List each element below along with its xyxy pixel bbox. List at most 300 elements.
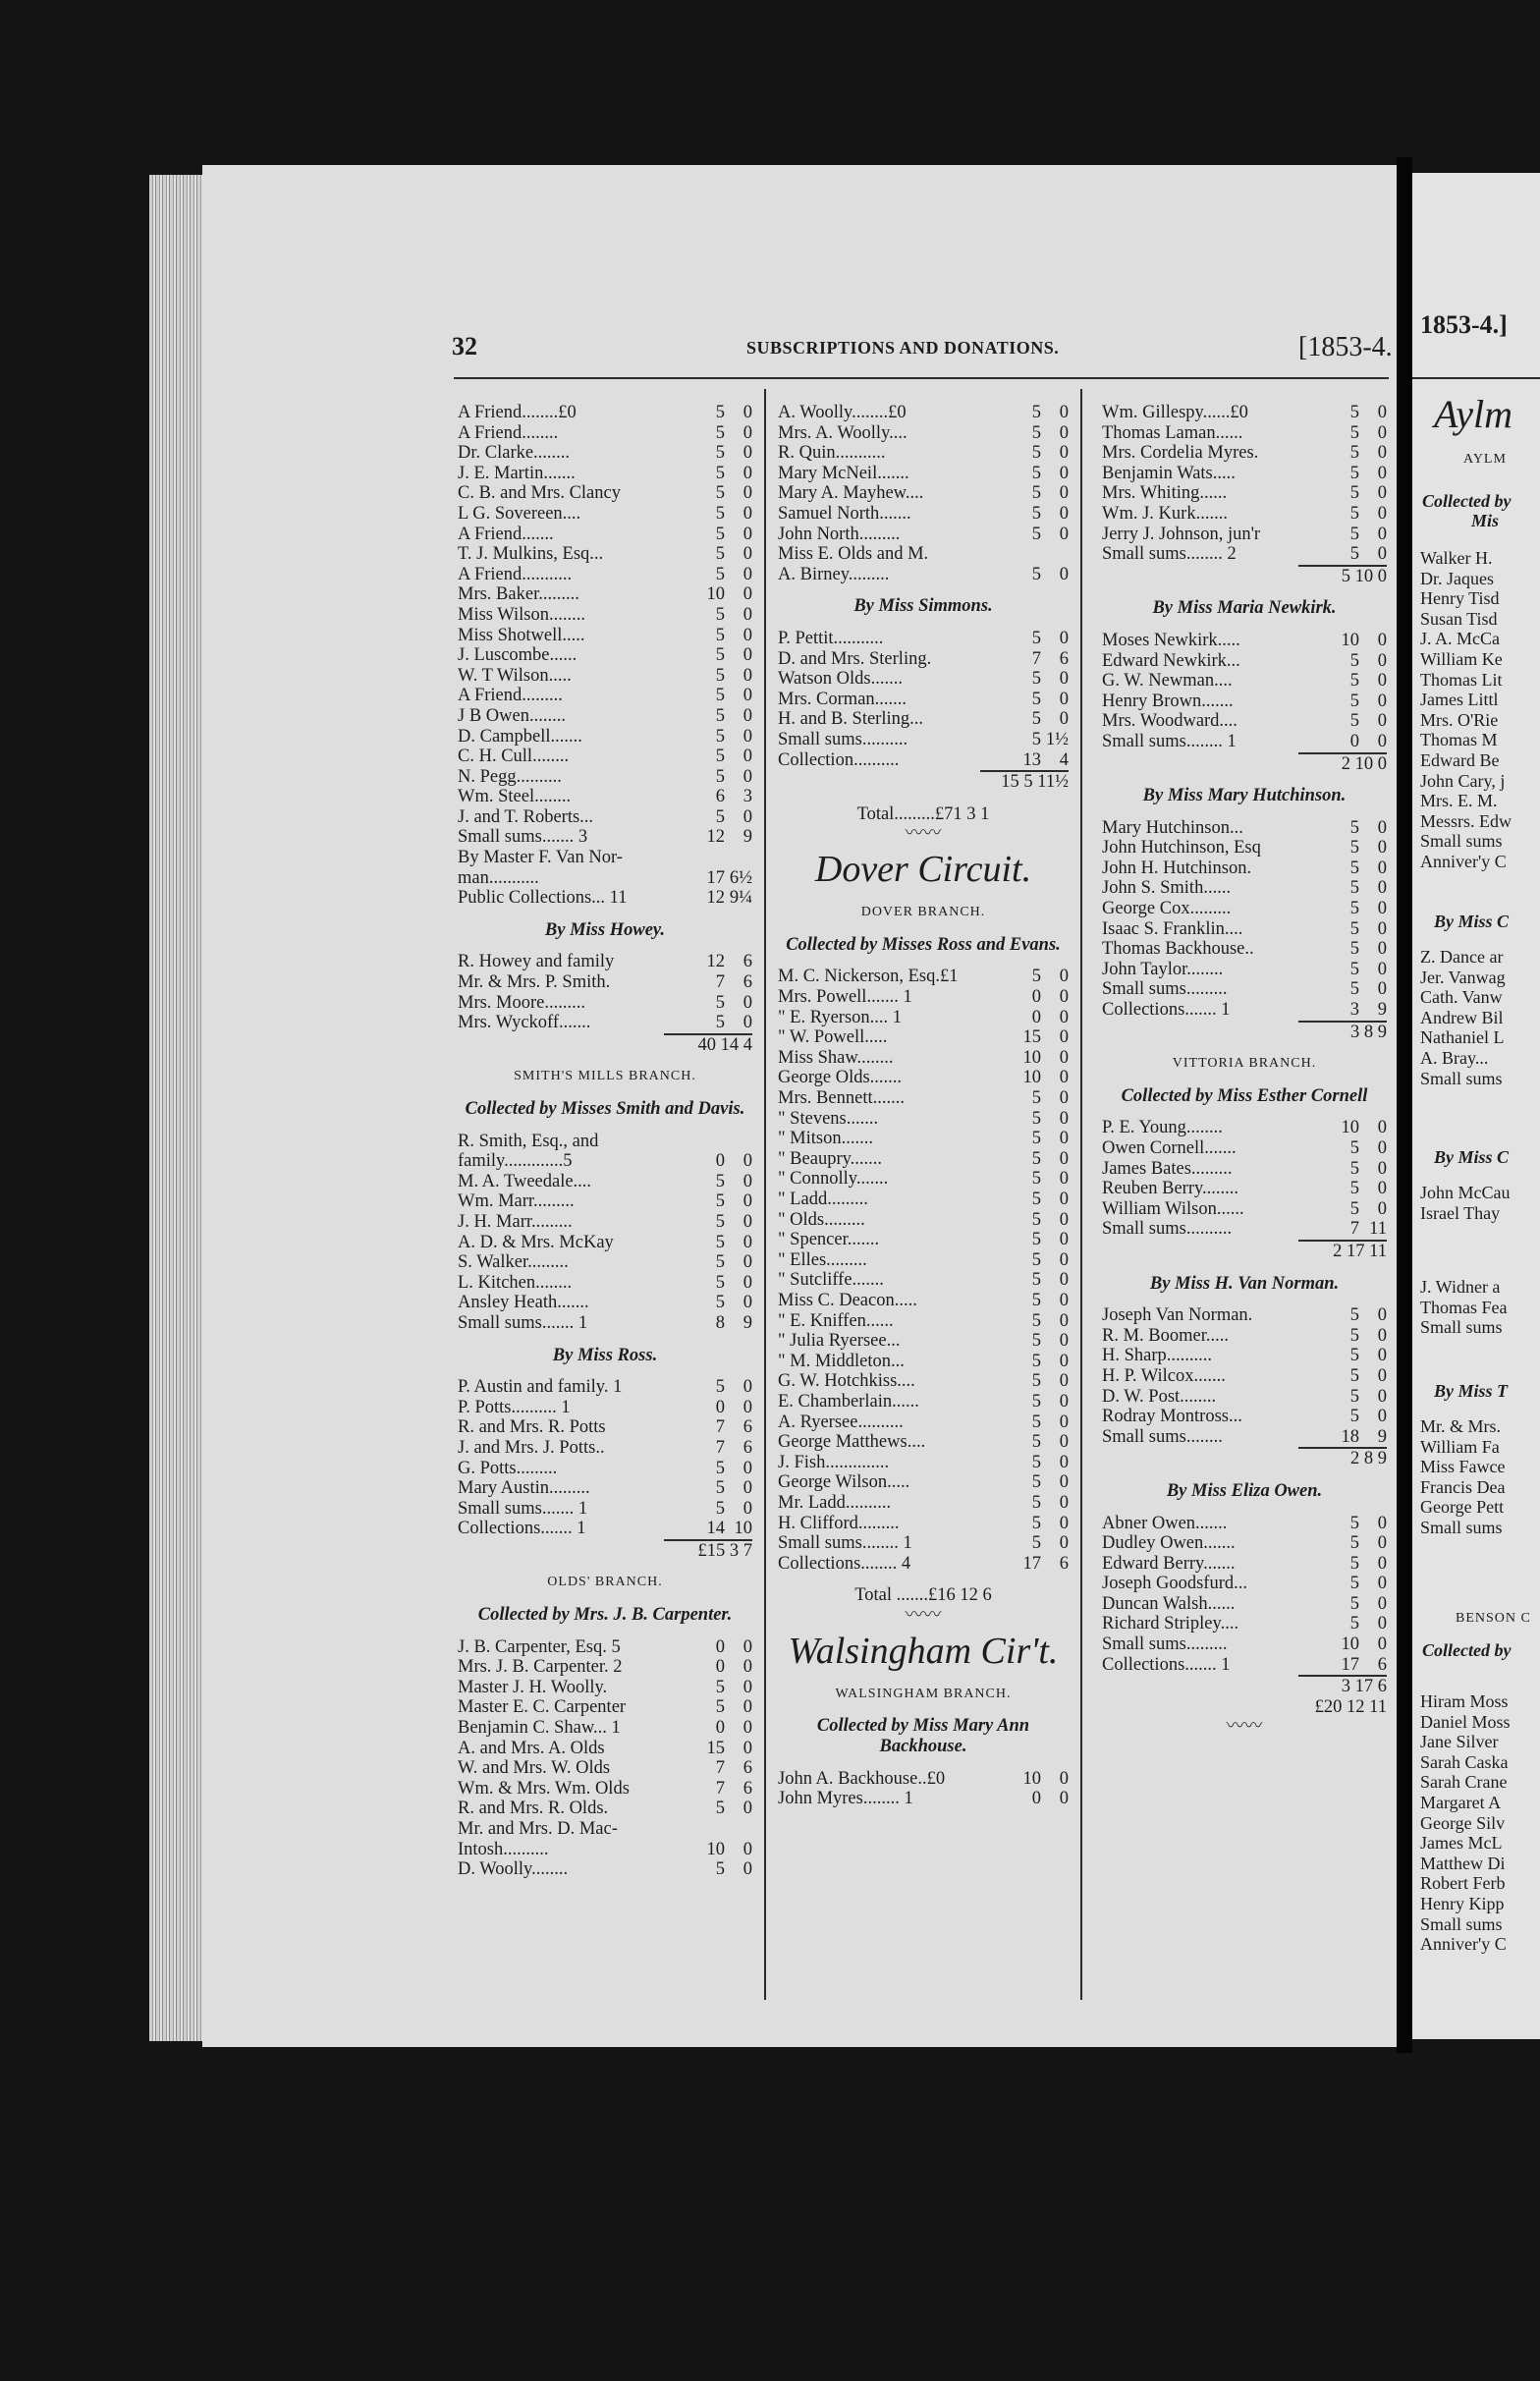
list-item: William Fa xyxy=(1420,1436,1500,1457)
amount-pence: 0 xyxy=(1059,1513,1069,1533)
list-item xyxy=(458,972,752,993)
list-item xyxy=(778,1291,1069,1311)
list-item xyxy=(778,1149,1069,1170)
amount-shillings: 7 xyxy=(715,972,725,993)
donor-name: Mrs. A. Woolly.... xyxy=(778,422,908,443)
amount-pence: 0 xyxy=(742,1293,752,1313)
amount-shillings: 7 xyxy=(1349,1219,1359,1240)
list-item: Hiram Moss xyxy=(1420,1691,1509,1711)
amount-pence: 0 xyxy=(1059,1209,1069,1230)
amount-shillings: 5 xyxy=(1349,503,1359,524)
list-item: Miss Fawce xyxy=(1420,1457,1506,1477)
list-item xyxy=(458,645,752,666)
amount-shillings: 5 xyxy=(1031,1230,1041,1250)
list-item xyxy=(1102,939,1387,960)
donor-name: Wm. Marr......... xyxy=(458,1191,575,1212)
amount-pence: 0 xyxy=(1059,1088,1069,1109)
amount-shillings: 0 xyxy=(1349,731,1359,751)
circuit-title: Dover Circuit. xyxy=(814,849,1032,891)
amount-shillings: 5 xyxy=(715,443,725,464)
list-item xyxy=(458,888,752,909)
column-1 xyxy=(458,403,752,1880)
donor-name: Small sums.......... xyxy=(1102,1219,1233,1240)
donor-name: John North......... xyxy=(778,524,901,544)
right-list xyxy=(1420,1416,1506,1538)
amount-shillings: 5 xyxy=(1349,959,1359,979)
amount-shillings: 15 xyxy=(1022,1027,1041,1048)
list-item xyxy=(778,709,1069,730)
amount-pence: 0 xyxy=(742,1272,752,1293)
amount-pence: 0 xyxy=(742,1252,752,1273)
subtotal: 15 5 11½ xyxy=(980,770,1069,793)
right-section-heading: By Miss T xyxy=(1434,1381,1509,1401)
amount-shillings: 5 xyxy=(1349,878,1359,899)
list-item xyxy=(778,1769,1069,1790)
list-item xyxy=(458,1799,752,1819)
amount-shillings: 5 xyxy=(715,1013,725,1033)
amount-pence: 0 xyxy=(1059,1472,1069,1493)
subtotal: 2 17 11 xyxy=(1298,1240,1387,1262)
column-3 xyxy=(1102,403,1387,1741)
amount-shillings: 0 xyxy=(715,1718,725,1739)
amount-shillings: 5 xyxy=(1031,1190,1041,1209)
amount-pence: 0 xyxy=(1059,1789,1069,1809)
amount-pence: 0 xyxy=(742,1211,752,1232)
list-item: Mr. & Mrs. xyxy=(1420,1416,1502,1436)
right-list xyxy=(1420,1183,1511,1223)
amount-shillings: 5 xyxy=(1031,1371,1041,1392)
list-item xyxy=(1102,1407,1387,1427)
amount-shillings: 7 xyxy=(715,1437,725,1458)
amount-pence: 0 xyxy=(1059,669,1069,690)
amount-pence: 0 xyxy=(1059,689,1069,709)
right-list xyxy=(1420,1691,1511,1955)
amount-pence: 0 xyxy=(1059,1492,1069,1513)
amount-pence: 0 xyxy=(1059,1068,1069,1088)
amount-shillings: 10 xyxy=(1022,1068,1041,1088)
list-item xyxy=(1102,878,1387,899)
list-item xyxy=(1102,483,1387,504)
amount-pence: 0 xyxy=(742,1478,752,1499)
amount-shillings: 5 xyxy=(1031,1108,1041,1129)
list-item xyxy=(1102,711,1387,732)
amount-shillings: 17 xyxy=(1341,1654,1359,1675)
amount-pence: 0 xyxy=(742,625,752,645)
list-item xyxy=(778,464,1069,484)
donor-name: A. Ryersee.......... xyxy=(778,1412,904,1432)
amount-shillings: 5 xyxy=(1349,817,1359,838)
subtotal: 2 8 9 xyxy=(1298,1447,1387,1469)
amount-shillings: 12 xyxy=(706,952,725,972)
donor-name: H. P. Wilcox....... xyxy=(1102,1365,1226,1386)
amount-shillings: 5 xyxy=(715,1171,725,1191)
donor-name: Dudley Owen....... xyxy=(1102,1533,1236,1554)
list-item xyxy=(458,1151,752,1172)
amount-shillings: 5 xyxy=(715,604,725,625)
amount-shillings: 5 xyxy=(1031,503,1041,524)
donor-name: By Master F. Van Nor- xyxy=(458,848,623,868)
donor-name: Miss E. Olds and M. xyxy=(778,544,929,565)
amount-pence: 0 xyxy=(742,645,752,666)
donor-name: Owen Cornell....... xyxy=(1102,1138,1237,1158)
list-item xyxy=(778,1392,1069,1412)
donor-name: Edward Berry....... xyxy=(1102,1553,1236,1574)
amount-shillings: 8 xyxy=(715,1312,725,1333)
donor-name: " Stevens....... xyxy=(778,1108,879,1129)
amount-shillings: 17 xyxy=(1022,1553,1041,1574)
branch-heading: OLDS' BRANCH. xyxy=(547,1575,663,1590)
list-item xyxy=(458,1819,752,1840)
donor-name: A Friend........£0 xyxy=(458,403,577,422)
donor-name: Mrs. Baker......... xyxy=(458,584,579,605)
amount-shillings: 5 xyxy=(715,1211,725,1232)
amount-shillings: 5 xyxy=(715,503,725,524)
right-branch-heading: AYLM xyxy=(1463,452,1507,467)
list-item xyxy=(1102,651,1387,672)
donor-name: G. W. Newman.... xyxy=(1102,671,1233,692)
amount-shillings: 5 xyxy=(715,463,725,483)
amount-pence: 9 xyxy=(1377,1426,1387,1447)
donor-name: John Myres........ 1 xyxy=(778,1789,913,1809)
amount-pence: 0 xyxy=(742,1397,752,1417)
list-group xyxy=(458,952,752,1032)
amount-shillings: 5 xyxy=(715,1677,725,1697)
amount-shillings: 5 xyxy=(1349,650,1359,671)
amount-shillings: 5 xyxy=(715,1859,725,1880)
list-item xyxy=(778,1352,1069,1372)
amount-pence: 0 xyxy=(1059,1190,1069,1209)
list-item: Robert Ferb xyxy=(1420,1873,1506,1894)
list-item xyxy=(458,1132,752,1152)
list-item xyxy=(458,1840,752,1860)
amount-pence: 0 xyxy=(1377,1614,1387,1634)
grand-total: £20 12 11 xyxy=(1314,1696,1387,1717)
list-item xyxy=(458,626,752,646)
donor-name: Miss Shotwell..... xyxy=(458,625,585,645)
amount-pence: 0 xyxy=(742,443,752,464)
amount-shillings: 5 xyxy=(1031,967,1041,987)
amount-shillings: 5 xyxy=(715,665,725,686)
list-item xyxy=(778,629,1069,649)
column-2 xyxy=(778,403,1069,1809)
list-item: Francis Dea xyxy=(1420,1476,1506,1497)
list-item xyxy=(458,1212,752,1233)
donor-name: D. and Mrs. Sterling. xyxy=(778,648,932,669)
list-item xyxy=(1102,525,1387,545)
list-item xyxy=(458,1293,752,1313)
list-group xyxy=(1102,1118,1387,1240)
amount-shillings: 5 xyxy=(1349,939,1359,960)
amount-pence: 0 xyxy=(1377,979,1387,1000)
list-item xyxy=(458,1718,752,1739)
list-item xyxy=(778,565,1069,585)
amount-pence: 0 xyxy=(742,1718,752,1739)
subtotal: £15 3 7 xyxy=(664,1539,752,1562)
amount-pence: 0 xyxy=(742,564,752,584)
right-page-title: Aylm xyxy=(1434,392,1512,436)
list-item: John McCau xyxy=(1420,1183,1511,1202)
amount-pence xyxy=(725,1132,752,1152)
amount-shillings: 5 xyxy=(1031,443,1041,464)
donor-name: Jerry J. Johnson, jun'r xyxy=(1102,524,1261,544)
donor-name: George Matthews.... xyxy=(778,1432,926,1453)
amount-shillings: 5 xyxy=(1031,1391,1041,1412)
list-item: Small sums xyxy=(1420,1517,1503,1537)
list-item xyxy=(778,649,1069,670)
amount-pence: 0 xyxy=(1059,1108,1069,1129)
list-item xyxy=(1102,1326,1387,1347)
list-item: Henry Tisd xyxy=(1420,588,1500,609)
amount-shillings: 5 xyxy=(1349,1614,1359,1634)
list-item: A. Bray... xyxy=(1420,1047,1489,1068)
list-item xyxy=(458,584,752,605)
donor-name: H. Sharp.......... xyxy=(1102,1346,1213,1366)
amount-pence: 0 xyxy=(1059,1047,1069,1068)
amount-pence: 0 xyxy=(1377,838,1387,858)
amount-pence: 0 xyxy=(1059,709,1069,730)
donor-name: A. Birney......... xyxy=(778,564,890,584)
donor-name: Collections....... 1 xyxy=(458,1519,586,1539)
amount-shillings: 5 xyxy=(1031,1310,1041,1331)
list-item xyxy=(778,504,1069,525)
amount-shillings: 5 xyxy=(1349,524,1359,544)
donor-name: Wm. & Mrs. Wm. Olds xyxy=(458,1778,630,1799)
page-right xyxy=(1412,173,1540,2039)
list-item xyxy=(458,1377,752,1398)
list-item xyxy=(1102,1346,1387,1366)
amount-pence: 6 xyxy=(1377,1654,1387,1675)
donor-name: Mrs. J. B. Carpenter. 2 xyxy=(458,1657,623,1678)
amount-pence: 0 xyxy=(1377,858,1387,878)
amount-shillings: 10 xyxy=(1022,1768,1041,1789)
donor-name: E. Chamberlain...... xyxy=(778,1391,919,1412)
subtotal: 2 10 0 xyxy=(1298,752,1387,775)
section-heading: By Miss Howey. xyxy=(544,919,666,940)
list-item xyxy=(778,669,1069,690)
donor-name: A Friend........ xyxy=(458,422,559,443)
donor-name: Isaac S. Franklin.... xyxy=(1102,918,1243,939)
amount-pence: 0 xyxy=(1059,628,1069,648)
amount-pence: 0 xyxy=(742,1458,752,1478)
donor-name: Moses Newkirk..... xyxy=(1102,630,1240,650)
list-item: Henry Kipp xyxy=(1420,1893,1505,1913)
list-item xyxy=(778,443,1069,464)
amount-pence: 0 xyxy=(1059,987,1069,1008)
list-item xyxy=(458,827,752,848)
amount-pence: 0 xyxy=(1059,443,1069,464)
donor-name: " M. Middleton... xyxy=(778,1351,905,1371)
donor-name: Mrs. Bennett....... xyxy=(778,1088,905,1109)
subtotal: 3 17 6 xyxy=(1298,1675,1387,1697)
donor-name: Small sums........ 2 xyxy=(1102,544,1237,565)
amount-pence: 0 xyxy=(1059,1371,1069,1392)
amount-pence: 0 xyxy=(1377,630,1387,650)
section-heading: Collected by Misses Ross and Evans. xyxy=(786,934,1061,955)
list-item xyxy=(458,565,752,585)
donor-name: John A. Backhouse..£0 xyxy=(778,1768,946,1789)
list-item xyxy=(458,807,752,828)
donor-name: Benjamin C. Shaw... 1 xyxy=(458,1718,621,1739)
donor-name: Wm. Steel........ xyxy=(458,787,572,807)
donor-name: John S. Smith...... xyxy=(1102,878,1232,899)
amount-shillings: 5 xyxy=(1349,1198,1359,1219)
amount-pence: 0 xyxy=(742,483,752,504)
list-item xyxy=(1102,899,1387,919)
list-item xyxy=(1102,1655,1387,1676)
donor-name: Small sums........ xyxy=(1102,1426,1223,1447)
donor-name: G. Potts......... xyxy=(458,1458,558,1478)
list-item: Small sums xyxy=(1420,1068,1503,1088)
list-item xyxy=(458,1398,752,1418)
donor-name: Joseph Van Norman. xyxy=(1102,1305,1253,1326)
amount-shillings: 5 xyxy=(1349,979,1359,1000)
list-item: George Silv xyxy=(1420,1812,1506,1833)
donor-name: A. and Mrs. A. Olds xyxy=(458,1738,605,1758)
amount-shillings: 0 xyxy=(1031,1789,1041,1809)
header-rule xyxy=(454,377,1389,379)
amount-pence: 9 xyxy=(742,827,752,848)
amount-pence: 0 xyxy=(1377,939,1387,960)
amount-pence: 0 xyxy=(1377,1138,1387,1158)
amount-pence: 0 xyxy=(1377,503,1387,524)
amount-shillings: 5 xyxy=(1349,1513,1359,1533)
section-heading: Collected by Mrs. J. B. Carpenter. xyxy=(477,1605,733,1626)
list-item: Andrew Bil xyxy=(1420,1007,1504,1027)
list-item xyxy=(1102,858,1387,879)
list-item xyxy=(1102,1614,1387,1634)
donor-name: Collection.......... xyxy=(778,749,900,770)
list-item xyxy=(778,967,1069,987)
amount-shillings: 5 xyxy=(1031,1249,1041,1270)
list-item xyxy=(778,544,1069,565)
list-item xyxy=(458,1013,752,1033)
donor-name: G. W. Hotchkiss.... xyxy=(778,1371,915,1392)
donor-name: George Wilson..... xyxy=(778,1472,910,1493)
amount-pence: 0 xyxy=(1377,959,1387,979)
amount-pence: 0 xyxy=(1377,1158,1387,1179)
list-item xyxy=(778,750,1069,771)
amount-pence: 0 xyxy=(742,1859,752,1880)
ornament-swirl: 〰〰 xyxy=(1226,1717,1263,1738)
list-item xyxy=(778,1453,1069,1473)
list-item: J. Widner a xyxy=(1420,1277,1501,1297)
donor-name: C. B. and Mrs. Clancy xyxy=(458,483,621,504)
list-item xyxy=(458,727,752,748)
list-item: Jane Silver xyxy=(1420,1732,1499,1752)
amount-pence: 0 xyxy=(1059,1533,1069,1554)
donor-name: " Julia Ryersee... xyxy=(778,1331,901,1352)
page-year: [1853-4. xyxy=(1298,332,1393,362)
list-group xyxy=(778,629,1069,770)
amount-shillings: 5 xyxy=(1031,1472,1041,1493)
amount-shillings: 5 xyxy=(1349,1574,1359,1594)
amount-pence: 0 xyxy=(742,1232,752,1252)
list-item: Small sums xyxy=(1420,831,1503,852)
amount-pence: 0 xyxy=(1377,1179,1387,1199)
donor-name: Master J. H. Woolly. xyxy=(458,1677,608,1697)
donor-name: man........... xyxy=(458,867,539,888)
amount-pence: 0 xyxy=(1059,967,1069,987)
donor-name: D. Woolly........ xyxy=(458,1859,569,1880)
list-item xyxy=(778,525,1069,545)
list-item: Sarah Caska xyxy=(1420,1751,1509,1772)
amount-pence: 0 xyxy=(1377,1198,1387,1219)
list-item: Edward Be xyxy=(1420,749,1500,770)
list-item xyxy=(1102,732,1387,752)
donor-name: Miss Wilson........ xyxy=(458,604,585,625)
amount-shillings: 5 xyxy=(1349,711,1359,732)
circuit-title: Walsingham Cir't. xyxy=(788,1630,1059,1672)
right-section-heading: Mis xyxy=(1471,511,1500,530)
list-item: Margaret A xyxy=(1420,1792,1502,1812)
donor-name: Joseph Goodsfurd... xyxy=(1102,1574,1247,1594)
amount-shillings: 5 xyxy=(1349,1407,1359,1427)
total-line: Total.........£71 3 1 xyxy=(856,803,990,824)
amount-shillings: 5 xyxy=(1031,1209,1041,1230)
list-item xyxy=(778,730,1069,750)
amount-shillings: 5 xyxy=(715,625,725,645)
amount-shillings: 5 xyxy=(715,1377,725,1398)
right-header-rule xyxy=(1412,377,1540,379)
section-heading: By Miss Ross. xyxy=(552,1345,658,1365)
donor-name: M. C. Nickerson, Esq.£1 xyxy=(778,967,959,987)
list-group xyxy=(1102,403,1387,565)
list-item: Jer. Vanwag xyxy=(1420,967,1506,987)
donor-name: " Elles......... xyxy=(778,1249,867,1270)
donor-name: Small sums....... 3 xyxy=(458,827,588,848)
list-item xyxy=(1102,1427,1387,1448)
amount-shillings: 5 xyxy=(1349,1365,1359,1386)
amount-pence: 0 xyxy=(1377,422,1387,443)
list-group xyxy=(778,403,1069,584)
total-line: Total .......£16 12 6 xyxy=(854,1585,992,1606)
list-item xyxy=(1102,1219,1387,1240)
list-item xyxy=(1102,1594,1387,1615)
list-item: Thomas Fea xyxy=(1420,1297,1508,1317)
amount-pence: 6 xyxy=(1059,648,1069,669)
donor-name: " Connolly....... xyxy=(778,1169,889,1190)
amount-shillings: 5 xyxy=(715,1252,725,1273)
amount-shillings: 5 xyxy=(715,403,725,422)
amount-pence: 0 xyxy=(1377,899,1387,919)
right-list xyxy=(1420,1277,1507,1338)
amount-shillings: 5 xyxy=(1349,544,1359,565)
amount-pence: 0 xyxy=(1377,817,1387,838)
donor-name: J. E. Martin....... xyxy=(458,463,576,483)
amount-pence: 0 xyxy=(1059,1148,1069,1169)
donor-name: Ansley Heath....... xyxy=(458,1293,589,1313)
amount-pence xyxy=(725,848,752,868)
list-item xyxy=(458,605,752,626)
book-gutter xyxy=(1397,157,1412,2053)
donor-name: Wm. Gillespy......£0 xyxy=(1102,403,1248,422)
donor-name: John Hutchinson, Esq xyxy=(1102,838,1261,858)
list-item xyxy=(1102,464,1387,484)
amount-shillings: 0 xyxy=(715,1151,725,1172)
ornament-swirl: 〰〰 xyxy=(905,1605,942,1626)
donor-name: Henry Brown....... xyxy=(1102,691,1234,711)
amount-pence: 0 xyxy=(1377,878,1387,899)
list-item xyxy=(778,1533,1069,1554)
donor-name: R. Howey and family xyxy=(458,952,615,972)
amount-pence: 0 xyxy=(1059,1432,1069,1453)
amount-shillings: 5 xyxy=(1349,1346,1359,1366)
list-item xyxy=(778,1514,1069,1534)
list-item xyxy=(1102,919,1387,940)
amount-shillings: 5 xyxy=(715,645,725,666)
donor-name: Mrs. Cordelia Myres. xyxy=(1102,443,1259,464)
donor-name: H. and B. Sterling... xyxy=(778,709,923,730)
